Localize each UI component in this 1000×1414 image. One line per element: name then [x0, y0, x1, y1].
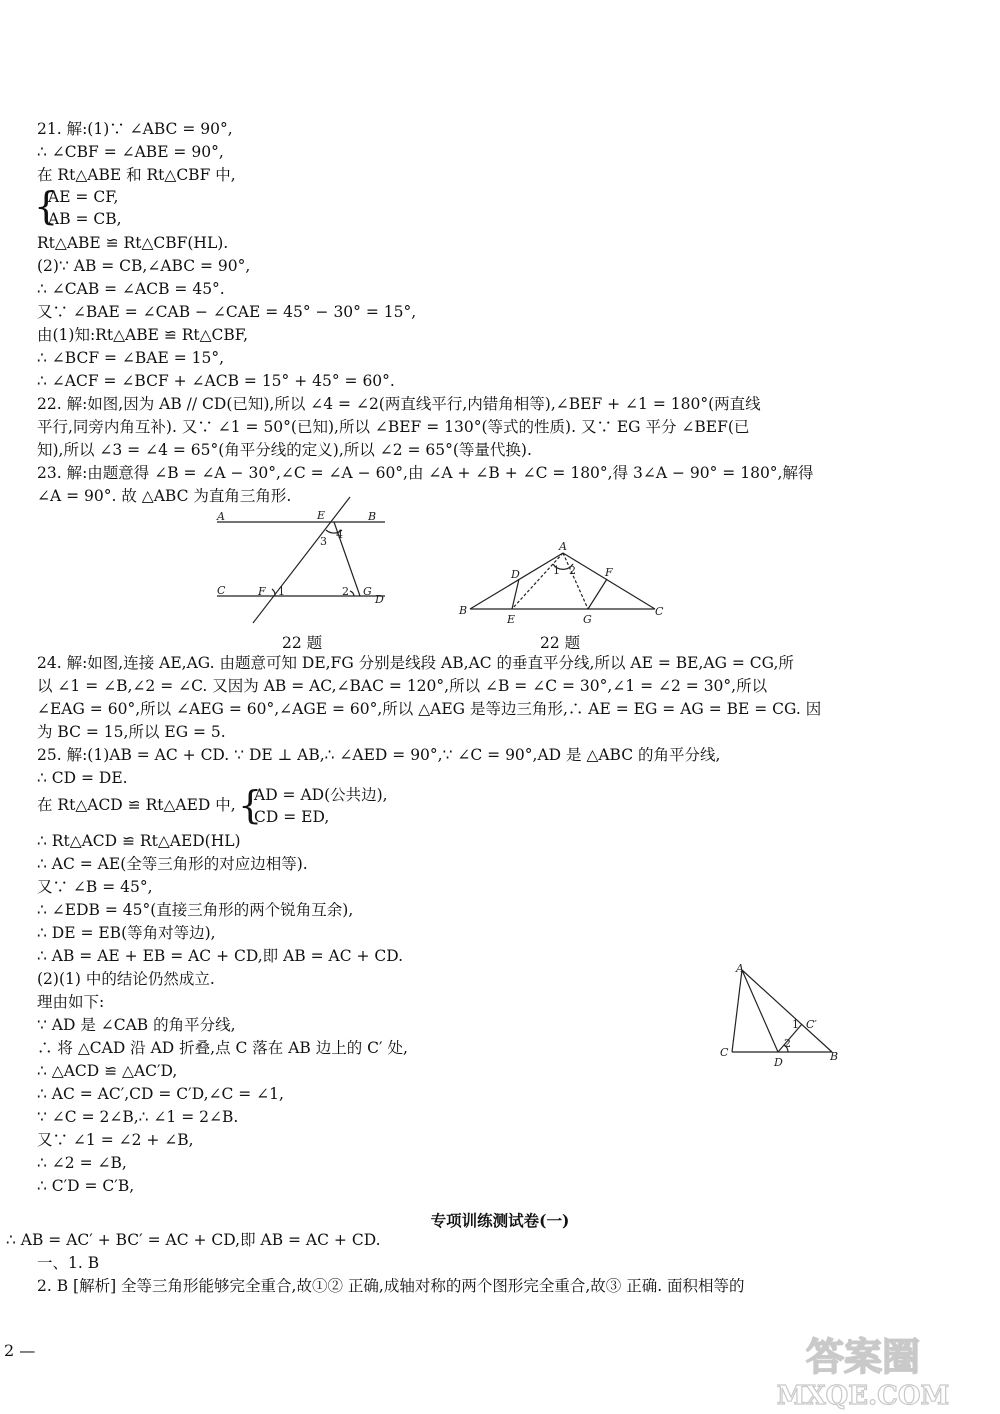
text-line: ∠EAG = 60°,所以 ∠AEG = 60°,∠AGE = 60°,所以 △AEG 是等边三角形,∴ AE = EG = AG = BE = CG. 因: [37, 700, 822, 718]
figure-25-triangle: [712, 962, 847, 1070]
label: 3: [320, 535, 327, 548]
text-line: 知),所以 ∠3 = ∠4 = 65°(角平分线的定义),所以 ∠2 = 65°(等量代换).: [37, 441, 532, 459]
text-line: 又∵ ∠B = 45°,: [37, 878, 153, 896]
transversal: [253, 497, 350, 623]
label: B: [459, 604, 468, 617]
text-line: ∴ DE = EB(等角对等边),: [37, 924, 216, 942]
label: E: [317, 509, 326, 522]
label: 2: [342, 585, 349, 598]
perp-fg: [588, 579, 607, 609]
side-ab: [470, 553, 563, 609]
text-line: ∴ AC = AE(全等三角形的对应边相等).: [37, 855, 308, 873]
label: 2: [784, 1037, 791, 1050]
label: C: [655, 605, 664, 618]
text-line: 为 BC = 15,所以 EG = 5.: [37, 723, 226, 741]
text-line: ∴ AB = AE + EB = AC + CD,即 AB = AC + CD.: [37, 947, 404, 965]
section-title: 专项训练测试卷(一): [430, 1211, 570, 1230]
text-line: ∴ ∠CBF = ∠ABE = 90°,: [37, 143, 224, 161]
text-line: AB = CB,: [48, 210, 122, 228]
label: 4: [336, 528, 343, 541]
text-line: ∴ ∠2 = ∠B,: [37, 1154, 127, 1172]
label: C′: [806, 1018, 817, 1031]
label: B: [368, 510, 377, 523]
label: 1: [278, 585, 285, 598]
text-line: AE = CF,: [48, 188, 119, 206]
text-line: 在 Rt△ACD ≌ Rt△AED 中,: [37, 796, 236, 814]
text-line: ∵ AD 是 ∠CAB 的角平分线,: [37, 1016, 236, 1034]
seg-ag: [563, 553, 588, 609]
text-line: 由(1)知:Rt△ABE ≌ Rt△CBF,: [37, 326, 249, 344]
text-line: (2)∵ AB = CB,∠ABC = 90°,: [37, 257, 251, 275]
text-line: ∴ Rt△ACD ≌ Rt△AED(HL): [37, 832, 241, 850]
watermark-logo: [748, 1330, 978, 1410]
text-line: 23. 解:由题意得 ∠B = ∠A − 30°,∠C = ∠A − 60°,由 ∠A + ∠B + ∠C = 180°,得 3∠A − 90° = 180°,解得: [37, 464, 814, 482]
side-ac: [563, 553, 655, 609]
text-line: ∴ ∠CAB = ∠ACB = 45°.: [37, 280, 225, 298]
text-line: 又∵ ∠BAE = ∠CAB − ∠CAE = 45° − 30° = 15°,: [37, 303, 417, 321]
text-line: ∴ C′D = C′B,: [37, 1177, 135, 1195]
text-line: 在 Rt△ABE 和 Rt△CBF 中,: [37, 166, 236, 184]
brace: {: [34, 184, 59, 228]
text-line: 2. B [解析] 全等三角形能够完全重合,故①② 正确,成轴对称的两个图形完全重合,故③ 正确. 面积相等的: [37, 1277, 745, 1295]
label: A: [217, 510, 225, 523]
text-line: CD = ED,: [254, 808, 330, 826]
watermark-text: 答案圈: [805, 1334, 921, 1379]
label: D: [375, 593, 384, 606]
label: G: [583, 613, 592, 626]
seg-ae: [512, 553, 563, 609]
label: D: [774, 1056, 783, 1069]
text-line: ∴ ∠ACF = ∠BCF + ∠ACB = 15° + 45° = 60°.: [37, 372, 395, 390]
text-line: 22. 解:如图,因为 AB // CD(已知),所以 ∠4 = ∠2(两直线平行,内错角相等),∠BEF + ∠1 = 180°(两直线: [37, 395, 761, 413]
label: A: [736, 962, 744, 975]
label: 1: [792, 1018, 799, 1031]
label: G: [363, 585, 372, 598]
text-line: ∴ CD = DE.: [37, 769, 128, 787]
brace: {: [238, 783, 263, 827]
text-line: ∴ △ACD ≌ △AC′D,: [37, 1062, 178, 1080]
text-line: ∴ ∠BCF = ∠BAE = 15°,: [37, 349, 225, 367]
text-line: AD = AD(公共边),: [254, 786, 388, 804]
page-number: 2 —: [4, 1341, 36, 1360]
text-line: Rt△ABE ≌ Rt△CBF(HL).: [37, 234, 229, 252]
label: D: [511, 568, 520, 581]
text-line: ∴ AC = AC′,CD = C′D,∠C = ∠1,: [37, 1085, 284, 1103]
text-line: ∵ ∠C = 2∠B,∴ ∠1 = 2∠B.: [37, 1108, 239, 1126]
figure-caption: 22 题: [540, 634, 581, 652]
label: C: [720, 1046, 729, 1059]
watermark-text: MXQE.COM: [776, 1381, 950, 1410]
text-line: 理由如下:: [37, 993, 105, 1011]
text-line: ∴ AB = AC′ + BC′ = AC + CD,即 AB = AC + CD.: [6, 1231, 381, 1249]
figure-caption: 22 题: [282, 634, 323, 652]
label: E: [507, 613, 516, 626]
figure-22-parallel-lines: [205, 495, 400, 630]
text-line: ∴ 将 △CAD 沿 AD 折叠,点 C 落在 AB 边上的 C′ 处,: [37, 1039, 408, 1057]
label: 1: [553, 564, 560, 577]
text-line: (2)(1) 中的结论仍然成立.: [37, 970, 215, 988]
label: B: [830, 1050, 839, 1063]
label: F: [258, 585, 266, 598]
label: F: [605, 566, 613, 579]
side-ac: [732, 970, 742, 1052]
text-line: ∠A = 90°. 故 △ABC 为直角三角形.: [37, 487, 292, 505]
figure-22-triangle: [450, 538, 675, 628]
text-line: 以 ∠1 = ∠B,∠2 = ∠C. 又因为 AB = AC,∠BAC = 120°,所以 ∠B = ∠C = 30°,∠1 = ∠2 = 30°,所以: [37, 677, 768, 695]
text-line: 25. 解:(1)AB = AC + CD. ∵ DE ⊥ AB,∴ ∠AED = 90°,∵ ∠C = 90°,AD 是 △ABC 的角平分线,: [37, 746, 721, 764]
text-line: 一、1. B: [37, 1254, 100, 1272]
bisector-ad: [742, 970, 778, 1052]
text-line: ∴ ∠EDB = 45°(直接三角形的两个锐角互余),: [37, 901, 354, 919]
text-line: 21. 解:(1)∵ ∠ABC = 90°,: [37, 120, 233, 138]
text-line: 平行,同旁内角互补). 又∵ ∠1 = 50°(已知),所以 ∠BEF = 130°(等式的性质). 又∵ EG 平分 ∠BEF(已: [37, 418, 750, 436]
label: A: [559, 540, 567, 553]
label: C: [217, 584, 226, 597]
text-line: 又∵ ∠1 = ∠2 + ∠B,: [37, 1131, 194, 1149]
text-line: 24. 解:如图,连接 AE,AG. 由题意可知 DE,FG 分别是线段 AB,AC 的垂直平分线,所以 AE = BE,AG = CG,所: [37, 654, 794, 672]
label: 2: [569, 564, 576, 577]
